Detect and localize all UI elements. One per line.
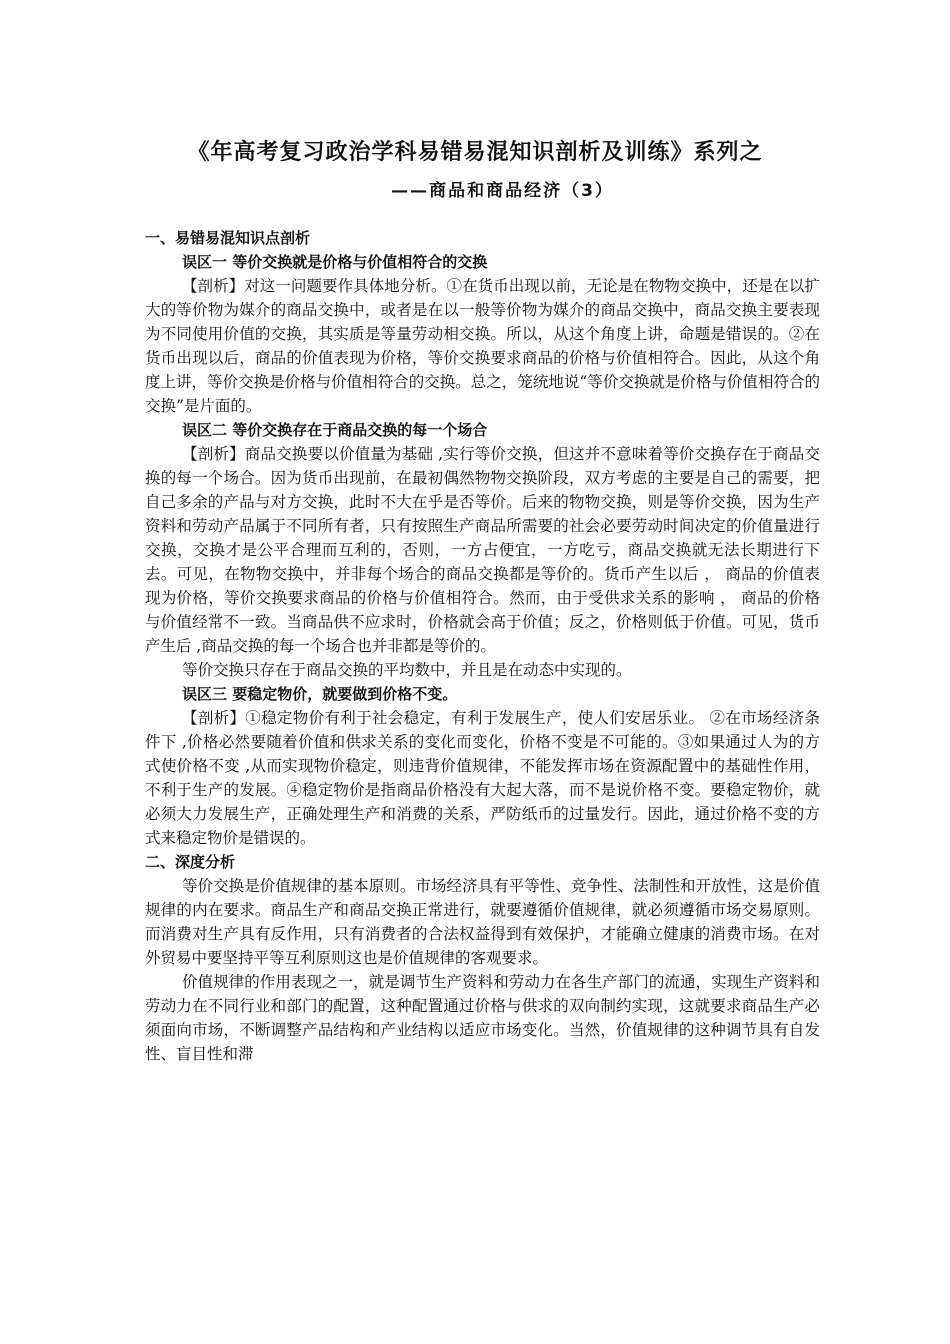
error-heading-3: 误区三 要稳定物价，就要做到价格不变。 [182,685,458,703]
error-heading-2: 误区二 等价交换存在于商品交换的每一个场合 [182,421,488,439]
document-subtitle: ——商品和商品经济（3） [391,181,614,201]
error-analysis-1: 【剖析】对这一问题要作具体地分析。①在货币出现以前，无论是在物物交换中，还是在以扩大的等价物为媒介的商品交换中，或者是在以一般等价物为媒介的商品交换中，商品交换主要表现为不同使用价值的交换，其实质是等量劳动相交换。所以，从这个角度上讲，命题是错误的。②在货币出现以后，商品的价值表现为价格，等价交换要求商品的价格与价值相符合。因此，从这个角度上讲，等价交换是价格与价值相符合的交换。总之，笼统地说“等价交换就是价格与价值相符合的交换”是片面的。 [145,277,820,415]
section-heading-1: 一、易错易混知识点剖析 [145,229,311,247]
error-analysis-2: 【剖析】商品交换要以价值量为基础 ,实行等价交换，但这并不意味着等价交换存在于商品交换的每一个场合。因为货币出现前，在最初偶然物物交换阶段，双方考虑的主要是自己的需要，把自己多余的产品与对方交换，此时不大在乎是否等价。后来的物物交换，则是等价交换，因为生产资料和劳动产品属于不同所有者，只有按照生产商品所需要的社会必要劳动时间决定的价值量进行交换，交换才是公平合理而互利的，否则，一方占便宜，一方吃亏，商品交换就无法长期进行下去。可见，在物物交换中，并非每个场合的商品交换都是等价的。货币产生以后 ， 商品的价值表现为价格，等价交换要求商品的价格与价值相符合。然而，由于受供求关系的影响 ， 商品的价格与价值经常不一致。当商品供不应求时，价格就会高于价值；反之，价格则低于价值。可见，货币产生后 ,商品交换的每一个场合也并非都是等价的。 [145,445,820,655]
error-note-2: 等价交换只存在于商品交换的平均数中，并且是在动态中实现的。 [182,661,632,679]
error-analysis-3: 【剖析】①稳定物价有利于社会稳定，有利于发展生产，使人们安居乐业。 ②在市场经济条件下 ,价格必然要随着价值和供求关系的变化而变化，价格不变是不可能的。③如果通过人为的方式使价格不变 ,从而实现物价稳定，则违背价值规律，不能发挥市场在资源配置中的基础性作用，不利于生产的发展。④稳定物价是指商品价格没有大起大落，而不是说价格不变。要稳定物价，就必须大力发展生产，正确处理生产和消费的关系，严防纸币的过量发行。因此，通过价格不变的方式来稳定物价是错误的。 [145,709,820,847]
analysis-paragraph-1: 等价交换是价值规律的基本原则。市场经济具有平等性、竞争性、法制性和开放性，这是价值规律的内在要求。商品生产和商品交换正常进行，就要遵循价值规律，就必须遵循市场交易原则。而消费对生产具有反作用，只有消费者的合法权益得到有效保护，才能确立健康的消费市场。在对外贸易中要坚持平等互利原则这也是价值规律的客观要求。 [145,877,820,967]
analysis-paragraph-2: 价值规律的作用表现之一，就是调节生产资料和劳动力在各生产部门的流通，实现生产资料和劳动力在不同行业和部门的配置，这种配置通过价格与供求的双向制约实现，这就要求商品生产必须面向市场，不断调整产品结构和产业结构以适应市场变化。当然，价值规律的这种调节具有自发性、盲目性和滞 [145,973,820,1063]
document-body [145,226,820,1066]
section-heading-2: 二、深度分析 [145,853,236,871]
error-heading-1: 误区一 等价交换就是价格与价值相符合的交换 [182,253,488,271]
document-title: 《年高考复习政治学科易错易混知识剖析及训练》系列之 [187,140,763,165]
